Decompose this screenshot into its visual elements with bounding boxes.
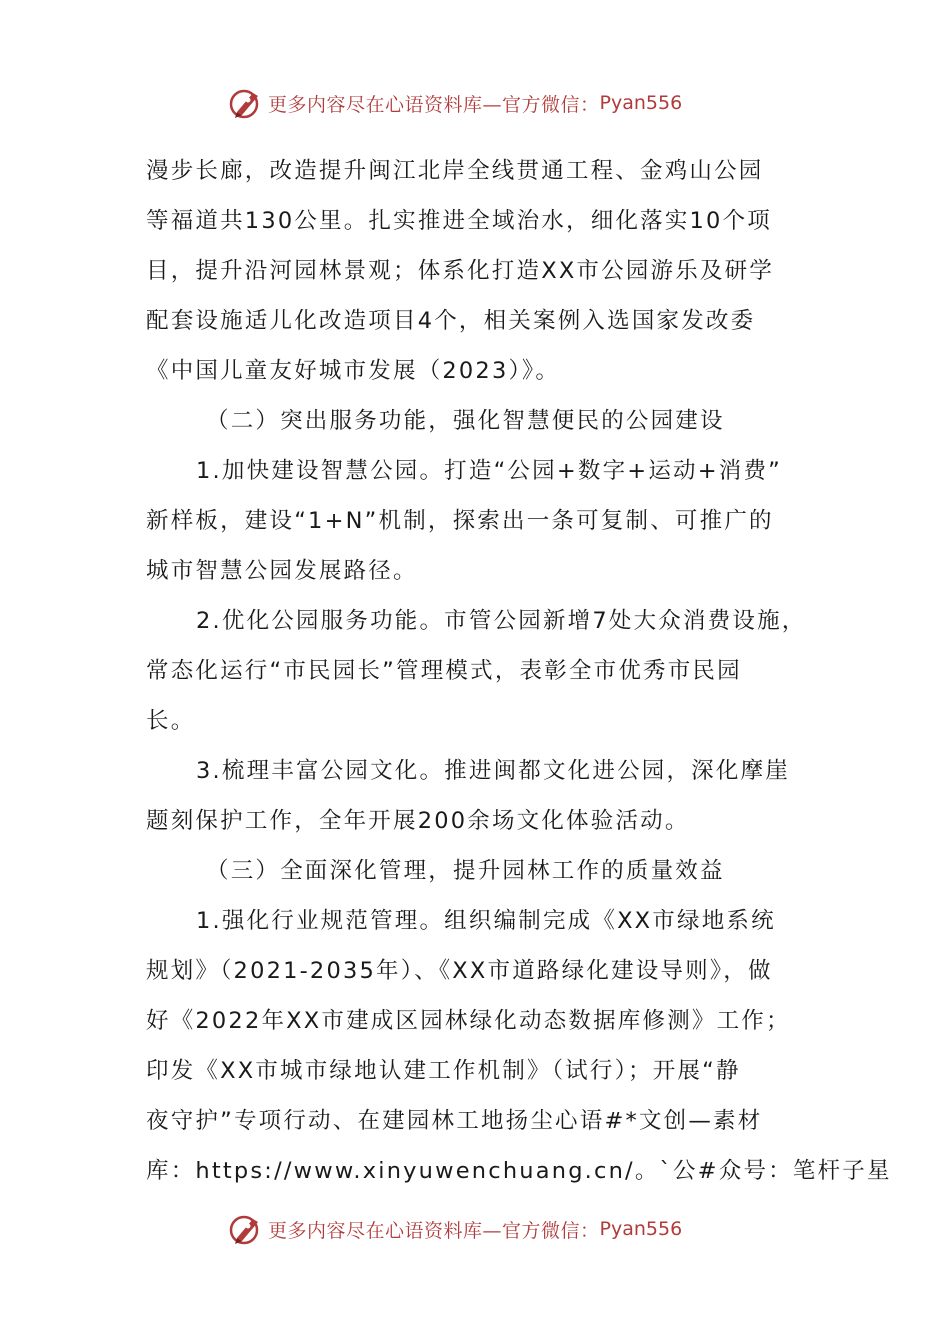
paragraph-line: 目，提升沿河园林景观；体系化打造XX市公园游乐及研学 — [146, 258, 775, 284]
pen-logo-icon — [228, 85, 264, 121]
section-heading-3: （三）全面深化管理，提升园林工作的质量效益 — [206, 858, 725, 884]
paragraph-line: 印发《XX市城市绿地认建工作机制》（试行）；开展“静 — [146, 1058, 741, 1084]
paragraph-line: 城市智慧公园发展路径。 — [146, 558, 418, 584]
banner-wechat-id: Pyan556 — [599, 1218, 683, 1240]
banner-wechat-id: Pyan556 — [599, 92, 683, 114]
paragraph-line: 常态化运行“市民园长”管理模式，表彰全市优秀市民园 — [146, 658, 742, 684]
paragraph-line: 好《2022年XX市建成区园林绿化动态数据库修测》工作； — [146, 1008, 791, 1034]
paragraph-line: 题刻保护工作，全年开展200余场文化体验活动。 — [146, 808, 690, 834]
banner-text: 更多内容尽在心语资料库—官方微信： — [268, 93, 600, 116]
document-body — [146, 146, 892, 1196]
paragraph-line: 配套设施适儿化改造项目4个，相关案例入选国家发改委 — [146, 308, 756, 334]
paragraph-line: 长。 — [146, 708, 196, 734]
paragraph-line: 3.梳理丰富公园文化。推进闽都文化进公园，深化摩崖 — [196, 758, 790, 784]
paragraph-line: 库：https://www.xinyuwenchuang.cn/。`公#众号：笔杆子星 — [146, 1158, 892, 1184]
section-heading-2: （二）突出服务功能，强化智慧便民的公园建设 — [206, 408, 725, 434]
paragraph-line: 1.加快建设智慧公园。打造“公园+数字+运动+消费” — [196, 458, 783, 484]
paragraph-line: 等福道共130公里。扎实推进全域治水，细化落实10个项 — [146, 208, 772, 234]
paragraph-line: 规划》（2021-2035年）、《XX市道路绿化建设导则》，做 — [146, 958, 773, 984]
paragraph-line: 2.优化公园服务功能。市管公园新增7处大众消费设施， — [196, 608, 807, 634]
paragraph-line: 新样板，建设“1+N”机制，探索出一条可复制、可推广的 — [146, 508, 774, 534]
paragraph-line: 1.强化行业规范管理。组织编制完成《XX市绿地系统 — [196, 908, 776, 934]
header-banner — [228, 83, 748, 123]
paragraph-line: 漫步长廊，改造提升闽江北岸全线贯通工程、金鸡山公园 — [146, 158, 764, 184]
paragraph-line: 夜守护”专项行动、在建园林工地扬尘心语#*文创—素材 — [146, 1108, 763, 1134]
paragraph-line: 《中国儿童友好城市发展（2023）》。 — [146, 358, 561, 384]
pen-logo-icon — [228, 1211, 264, 1247]
footer-banner — [228, 1209, 748, 1249]
banner-text: 更多内容尽在心语资料库—官方微信： — [268, 1219, 600, 1242]
